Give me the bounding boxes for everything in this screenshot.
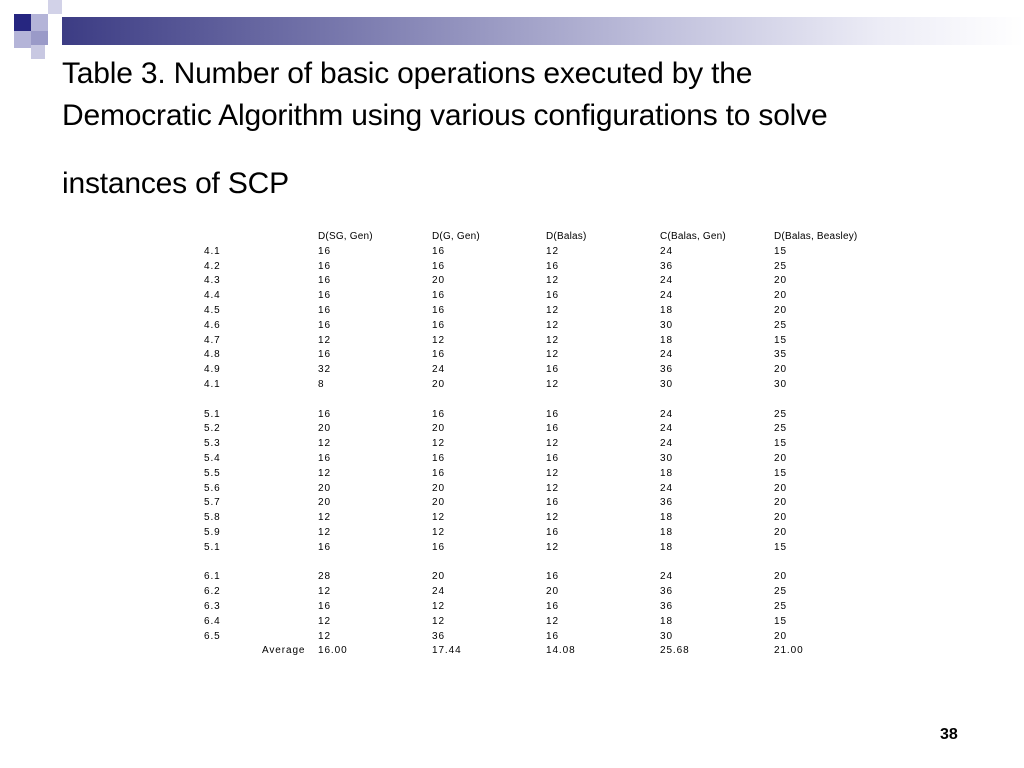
table-cell: 24 bbox=[660, 349, 673, 361]
table-cell: 16 bbox=[318, 600, 331, 612]
table-row bbox=[0, 452, 1024, 467]
table-row bbox=[0, 274, 1024, 289]
row-label: 5.5 bbox=[204, 467, 221, 479]
table-cell: 25 bbox=[774, 586, 787, 598]
table-cell: 20 bbox=[432, 482, 445, 494]
table-row bbox=[0, 422, 1024, 437]
table-row bbox=[0, 304, 1024, 319]
table-cell: 12 bbox=[546, 438, 559, 450]
table-cell: 20 bbox=[318, 497, 331, 509]
table-cell: 12 bbox=[546, 319, 559, 331]
table-cell: 32 bbox=[318, 364, 331, 376]
table-row bbox=[0, 585, 1024, 600]
decor-square-light-3 bbox=[48, 0, 62, 14]
row-label: 5.1 bbox=[204, 408, 221, 420]
table-cell: 16 bbox=[318, 260, 331, 272]
table-cell: 12 bbox=[318, 526, 331, 538]
table-row bbox=[0, 378, 1024, 393]
table-cell: 24 bbox=[660, 408, 673, 420]
table-cell: 16 bbox=[546, 452, 559, 464]
table-cell: 20 bbox=[774, 364, 787, 376]
decor-square-dark-1 bbox=[14, 14, 31, 31]
table-group-4 bbox=[0, 245, 1024, 393]
table-cell: 20 bbox=[774, 526, 787, 538]
table-cell: 16 bbox=[546, 497, 559, 509]
table-cell: 12 bbox=[546, 541, 559, 553]
table-row bbox=[0, 467, 1024, 482]
row-label: 5.9 bbox=[204, 526, 221, 538]
table-cell: 24 bbox=[660, 290, 673, 302]
row-label: 5.7 bbox=[204, 497, 221, 509]
table-row bbox=[0, 511, 1024, 526]
table-cell: 12 bbox=[318, 334, 331, 346]
table-cell: 16 bbox=[318, 304, 331, 316]
table-cell: 36 bbox=[432, 630, 445, 642]
table-row bbox=[0, 289, 1024, 304]
table-cell: 24 bbox=[660, 245, 673, 257]
table-cell: 18 bbox=[660, 467, 673, 479]
row-label: 4.6 bbox=[204, 319, 221, 331]
table-row bbox=[0, 363, 1024, 378]
table-cell: 16 bbox=[546, 260, 559, 272]
table-cell: 36 bbox=[660, 586, 673, 598]
table-cell: 25 bbox=[774, 319, 787, 331]
table-cell: 12 bbox=[432, 438, 445, 450]
table-cell: 18 bbox=[660, 304, 673, 316]
table-cell: 12 bbox=[432, 615, 445, 627]
table-cell: 25 bbox=[774, 408, 787, 420]
table-cell: 20 bbox=[318, 482, 331, 494]
table-cell: 12 bbox=[432, 512, 445, 524]
title-line-1: Table 3. Number of basic operations executed by the bbox=[62, 57, 753, 90]
table-cell: 36 bbox=[660, 497, 673, 509]
group-spacer bbox=[0, 393, 1024, 408]
column-header: D(G, Gen) bbox=[432, 231, 480, 242]
table-cell: 25 bbox=[774, 600, 787, 612]
table-row bbox=[0, 319, 1024, 334]
table-row bbox=[0, 570, 1024, 585]
table-cell: 20 bbox=[774, 452, 787, 464]
average-label: Average bbox=[262, 645, 306, 657]
table-cell: 20 bbox=[774, 482, 787, 494]
row-label: 4.2 bbox=[204, 260, 221, 272]
table-cell: 25 bbox=[774, 260, 787, 272]
column-header: C(Balas, Gen) bbox=[660, 231, 726, 242]
table-cell: 20 bbox=[774, 304, 787, 316]
table-cell: 16 bbox=[318, 319, 331, 331]
table-cell: 16 bbox=[318, 541, 331, 553]
table-cell: 15 bbox=[774, 245, 787, 257]
table-cell: 25.68 bbox=[660, 645, 690, 657]
row-label: 5.3 bbox=[204, 438, 221, 450]
table-cell: 36 bbox=[660, 364, 673, 376]
row-label: 4.8 bbox=[204, 349, 221, 361]
table-cell: 18 bbox=[660, 334, 673, 346]
row-label: 5.4 bbox=[204, 452, 221, 464]
table-cell: 17.44 bbox=[432, 645, 462, 657]
table-cell: 20 bbox=[546, 586, 559, 598]
table-cell: 12 bbox=[318, 586, 331, 598]
column-header: D(Balas) bbox=[546, 231, 587, 242]
table-cell: 21.00 bbox=[774, 645, 804, 657]
table-cell: 16.00 bbox=[318, 645, 348, 657]
table-cell: 16 bbox=[546, 571, 559, 583]
table-cell: 20 bbox=[774, 512, 787, 524]
table-cell: 16 bbox=[432, 408, 445, 420]
title-line-2: Democratic Algorithm using various configurations to solve bbox=[62, 99, 828, 132]
table-cell: 18 bbox=[660, 512, 673, 524]
row-label: 4.9 bbox=[204, 364, 221, 376]
row-label: 4.4 bbox=[204, 290, 221, 302]
row-label: 4.3 bbox=[204, 275, 221, 287]
row-label: 6.1 bbox=[204, 571, 221, 583]
table-cell: 20 bbox=[432, 571, 445, 583]
row-label: 6.4 bbox=[204, 615, 221, 627]
page-number: 38 bbox=[940, 726, 958, 743]
table-cell: 14.08 bbox=[546, 645, 576, 657]
row-label: 6.2 bbox=[204, 586, 221, 598]
table-cell: 20 bbox=[318, 423, 331, 435]
table-cell: 30 bbox=[660, 452, 673, 464]
table-cell: 36 bbox=[660, 260, 673, 272]
table-cell: 15 bbox=[774, 334, 787, 346]
table-group-5 bbox=[0, 408, 1024, 556]
table-cell: 30 bbox=[660, 630, 673, 642]
table-cell: 24 bbox=[660, 571, 673, 583]
table-cell: 24 bbox=[432, 586, 445, 598]
table-cell: 36 bbox=[660, 600, 673, 612]
header-gradient-bar bbox=[62, 17, 1024, 45]
table-cell: 16 bbox=[432, 349, 445, 361]
table-row bbox=[0, 630, 1024, 645]
table-cell: 25 bbox=[774, 423, 787, 435]
table-cell: 16 bbox=[432, 467, 445, 479]
table-cell: 16 bbox=[318, 452, 331, 464]
table-cell: 16 bbox=[546, 526, 559, 538]
table-cell: 16 bbox=[432, 541, 445, 553]
table-row bbox=[0, 541, 1024, 556]
table-row bbox=[0, 334, 1024, 349]
table-cell: 16 bbox=[432, 319, 445, 331]
table-cell: 12 bbox=[546, 245, 559, 257]
table-cell: 16 bbox=[546, 364, 559, 376]
decor-square-light-1 bbox=[31, 14, 48, 31]
table-cell: 16 bbox=[432, 260, 445, 272]
table-cell: 12 bbox=[318, 512, 331, 524]
table-cell: 16 bbox=[318, 245, 331, 257]
row-label: 5.8 bbox=[204, 512, 221, 524]
table-cell: 16 bbox=[432, 304, 445, 316]
title-line-3: instances of SCP bbox=[62, 167, 289, 200]
table-row bbox=[0, 437, 1024, 452]
slide-title bbox=[62, 53, 992, 205]
row-label: 6.5 bbox=[204, 630, 221, 642]
table-cell: 20 bbox=[774, 497, 787, 509]
table-cell: 16 bbox=[432, 452, 445, 464]
table-cell: 15 bbox=[774, 438, 787, 450]
table-cell: 35 bbox=[774, 349, 787, 361]
table-cell: 24 bbox=[432, 364, 445, 376]
table-row bbox=[0, 600, 1024, 615]
table-cell: 12 bbox=[318, 615, 331, 627]
table-row bbox=[0, 408, 1024, 423]
table-cell: 16 bbox=[318, 349, 331, 361]
table-cell: 16 bbox=[432, 245, 445, 257]
table-cell: 12 bbox=[546, 378, 559, 390]
row-label: 6.3 bbox=[204, 600, 221, 612]
table-cell: 18 bbox=[660, 541, 673, 553]
decor-square-light-2 bbox=[14, 31, 31, 48]
table-cell: 20 bbox=[774, 630, 787, 642]
table-cell: 24 bbox=[660, 438, 673, 450]
operations-table bbox=[0, 230, 1024, 659]
column-header: D(SG, Gen) bbox=[318, 231, 373, 242]
table-cell: 12 bbox=[546, 615, 559, 627]
table-row bbox=[0, 482, 1024, 497]
table-cell: 16 bbox=[546, 290, 559, 302]
slide-header-decoration bbox=[0, 0, 1024, 48]
table-cell: 15 bbox=[774, 615, 787, 627]
table-cell: 12 bbox=[318, 467, 331, 479]
table-cell: 20 bbox=[774, 290, 787, 302]
table-row bbox=[0, 245, 1024, 260]
table-average-row bbox=[0, 644, 1024, 659]
table-cell: 12 bbox=[546, 275, 559, 287]
table-header-row bbox=[0, 230, 1024, 245]
table-cell: 30 bbox=[660, 319, 673, 331]
row-label: 4.1 bbox=[204, 378, 221, 390]
group-spacer bbox=[0, 556, 1024, 571]
table-cell: 12 bbox=[546, 349, 559, 361]
table-cell: 24 bbox=[660, 275, 673, 287]
table-cell: 16 bbox=[546, 408, 559, 420]
table-cell: 15 bbox=[774, 541, 787, 553]
table-cell: 18 bbox=[660, 526, 673, 538]
table-cell: 20 bbox=[432, 497, 445, 509]
row-label: 4.5 bbox=[204, 304, 221, 316]
table-row bbox=[0, 526, 1024, 541]
decor-square-light-4 bbox=[31, 45, 45, 59]
row-label: 5.2 bbox=[204, 423, 221, 435]
table-cell: 20 bbox=[774, 571, 787, 583]
decor-square-dark-2 bbox=[31, 31, 48, 45]
table-cell: 12 bbox=[318, 630, 331, 642]
table-cell: 16 bbox=[318, 290, 331, 302]
table-cell: 15 bbox=[774, 467, 787, 479]
table-cell: 12 bbox=[546, 512, 559, 524]
table-cell: 12 bbox=[546, 304, 559, 316]
row-label: 4.1 bbox=[204, 245, 221, 257]
table-cell: 16 bbox=[318, 275, 331, 287]
table-cell: 20 bbox=[432, 378, 445, 390]
table-cell: 18 bbox=[660, 615, 673, 627]
table-cell: 16 bbox=[432, 290, 445, 302]
row-label: 4.7 bbox=[204, 334, 221, 346]
table-group-6 bbox=[0, 570, 1024, 644]
table-cell: 16 bbox=[546, 630, 559, 642]
table-row bbox=[0, 348, 1024, 363]
table-cell: 16 bbox=[546, 423, 559, 435]
table-cell: 12 bbox=[546, 467, 559, 479]
table-cell: 20 bbox=[432, 423, 445, 435]
table-cell: 12 bbox=[546, 334, 559, 346]
table-cell: 8 bbox=[318, 378, 325, 390]
table-cell: 28 bbox=[318, 571, 331, 583]
table-cell: 12 bbox=[546, 482, 559, 494]
table-cell: 30 bbox=[774, 378, 787, 390]
table-row bbox=[0, 615, 1024, 630]
table-row bbox=[0, 260, 1024, 275]
table-cell: 16 bbox=[546, 600, 559, 612]
table-cell: 16 bbox=[318, 408, 331, 420]
table-cell: 24 bbox=[660, 423, 673, 435]
table-cell: 20 bbox=[432, 275, 445, 287]
table-cell: 12 bbox=[318, 438, 331, 450]
table-cell: 24 bbox=[660, 482, 673, 494]
row-label: 5.6 bbox=[204, 482, 221, 494]
column-header: D(Balas, Beasley) bbox=[774, 231, 858, 242]
row-label: 5.1 bbox=[204, 541, 221, 553]
table-row bbox=[0, 496, 1024, 511]
table-cell: 30 bbox=[660, 378, 673, 390]
table-cell: 20 bbox=[774, 275, 787, 287]
table-cell: 12 bbox=[432, 526, 445, 538]
table-cell: 12 bbox=[432, 334, 445, 346]
table-cell: 12 bbox=[432, 600, 445, 612]
